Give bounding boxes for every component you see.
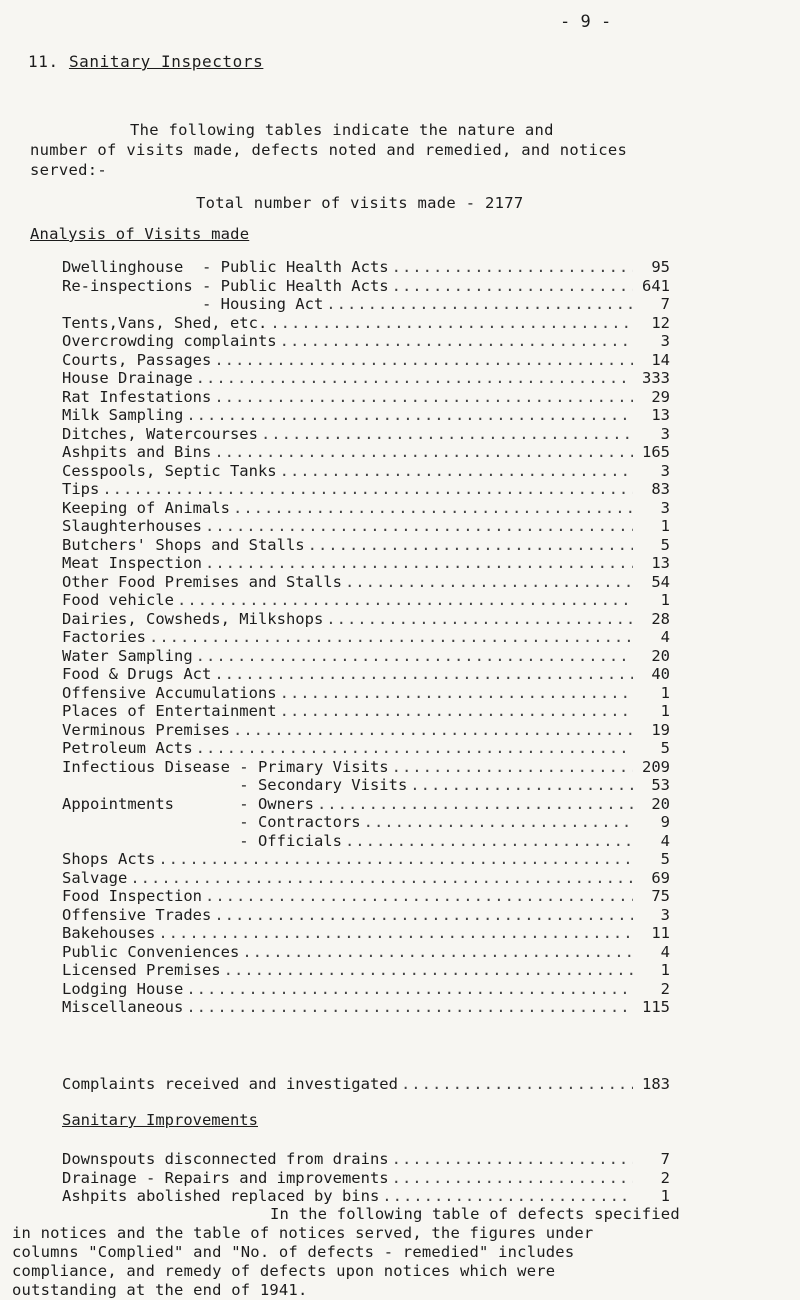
visit-row	[62, 961, 670, 980]
section-heading	[28, 52, 263, 71]
visit-row-label: - Housing Act	[62, 295, 324, 313]
page-number: - 9 -	[560, 12, 612, 32]
visit-row-label: Courts, Passages	[62, 350, 212, 369]
visit-row	[62, 832, 670, 851]
visit-row	[62, 554, 670, 573]
visit-row	[62, 480, 670, 499]
visit-row	[62, 887, 670, 906]
visit-row-label: - Officials	[62, 831, 342, 850]
intro-line: The following tables indicate the nature and	[130, 121, 554, 139]
visit-row-label: Slaughterhouses	[62, 517, 202, 535]
visit-row	[62, 388, 670, 407]
visit-row-value: 3	[660, 498, 670, 517]
visit-row-value: 5	[660, 739, 670, 757]
visit-row-value: 75	[651, 887, 670, 905]
visit-row-value: 12	[651, 313, 670, 332]
visit-row-label: Meat Inspection	[62, 554, 202, 572]
visit-row-value: 4	[660, 942, 670, 961]
visit-row	[62, 628, 670, 647]
visit-row-label: Food & Drugs Act	[62, 665, 212, 683]
visit-row	[62, 906, 670, 925]
visit-row-value: 14	[651, 350, 670, 369]
visit-row-label: Places of Entertainment	[62, 702, 277, 720]
note-line: in notices and the table of notices served, the figures under	[12, 1224, 594, 1242]
visit-row-value: 20	[651, 646, 670, 665]
visit-row-label: Offensive Accumulations	[62, 683, 277, 702]
visit-row	[62, 332, 670, 351]
visit-row	[62, 406, 670, 425]
visit-row-value: 20	[651, 794, 670, 813]
visit-row	[62, 425, 670, 444]
complaints-row	[62, 1075, 670, 1094]
visit-row-label: Ashpits and Bins	[62, 443, 212, 461]
visit-row-label: Ditches, Watercourses	[62, 424, 258, 443]
visit-row-value: 40	[651, 665, 670, 683]
improvement-row-value: 2	[660, 1168, 670, 1187]
visit-row	[62, 998, 670, 1017]
visit-row-value: 95	[651, 258, 670, 276]
visit-row-value: 53	[651, 776, 670, 794]
visit-row-label: Factories	[62, 628, 146, 646]
visit-row	[62, 536, 670, 555]
visit-row	[62, 924, 670, 943]
visit-row-value: 3	[660, 905, 670, 924]
improvements-table	[62, 1150, 670, 1206]
visit-row-label: Infectious Disease - Primary Visits	[62, 757, 389, 776]
visit-row-label: Food vehicle	[62, 591, 174, 609]
visit-row	[62, 314, 670, 333]
visit-row-value: 3	[660, 424, 670, 443]
visit-row-value: 641	[642, 276, 670, 295]
visit-row-label: Petroleum Acts	[62, 739, 193, 757]
visit-row-label: Offensive Trades	[62, 905, 212, 924]
improvement-row-label: Drainage - Repairs and improvements	[62, 1168, 389, 1187]
visit-row-label: Salvage	[62, 868, 128, 887]
visit-row	[62, 721, 670, 740]
visit-row-value: 165	[642, 443, 670, 461]
visit-row-label: Appointments - Owners	[62, 794, 314, 813]
visit-row-label: Other Food Premises and Stalls	[62, 572, 342, 591]
visit-row-value: 1	[660, 517, 670, 535]
visit-row-label: Food Inspection	[62, 887, 202, 905]
visit-row	[62, 258, 670, 277]
note-paragraph	[12, 1205, 792, 1300]
visit-row	[62, 499, 670, 518]
visit-row-value: 13	[651, 554, 670, 572]
visit-row-label: Rat Infestations	[62, 387, 212, 406]
visit-row	[62, 702, 670, 721]
visit-row-label: - Secondary Visits	[62, 776, 408, 794]
visit-row	[62, 684, 670, 703]
intro-line: number of visits made, defects noted and remedied, and notices	[30, 141, 628, 159]
visit-row-value: 3	[660, 332, 670, 350]
visit-row	[62, 850, 670, 869]
note-line: outstanding at the end of 1941.	[12, 1281, 308, 1299]
visit-row-label: Keeping of Animals	[62, 498, 230, 517]
visit-row-label: Dairies, Cowsheds, Milkshops	[62, 609, 324, 628]
visit-row-label: Re-inspections - Public Health Acts	[62, 276, 389, 295]
visit-row-value: 5	[660, 535, 670, 554]
visit-row-label: Overcrowding complaints	[62, 332, 277, 350]
note-line: compliance, and remedy of defects upon notices which were	[12, 1262, 556, 1280]
visits-table	[62, 258, 670, 1017]
visit-row	[62, 295, 670, 314]
visit-row-value: 1	[660, 961, 670, 979]
visit-row-value: 11	[651, 924, 670, 942]
improvement-row-value: 1	[660, 1187, 670, 1205]
visit-row-value: 333	[642, 369, 670, 387]
visit-row-value: 7	[660, 295, 670, 313]
visit-row-label: Milk Sampling	[62, 406, 184, 424]
visit-row-value: 19	[651, 720, 670, 739]
visit-row	[62, 980, 670, 999]
visit-row	[62, 869, 670, 888]
visit-row-value: 13	[651, 406, 670, 424]
visit-row-label: - Contractors	[62, 813, 361, 831]
visit-row-label: Licensed Premises	[62, 961, 221, 979]
visit-row-label: Lodging House	[62, 979, 184, 998]
visit-row	[62, 351, 670, 370]
visit-row-value: 9	[660, 813, 670, 831]
section-number: 11.	[28, 52, 59, 71]
visit-row-value: 3	[660, 461, 670, 480]
improvement-row-value: 7	[660, 1150, 670, 1168]
visit-row-label: Bakehouses	[62, 924, 156, 942]
visit-row-label: Cesspools, Septic Tanks	[62, 461, 277, 480]
visit-row-label: Miscellaneous	[62, 998, 184, 1016]
complaints-label: Complaints received and investigated	[62, 1075, 398, 1093]
visit-row-value: 1	[660, 591, 670, 609]
visit-row-value: 28	[651, 609, 670, 628]
visit-row-value: 54	[651, 572, 670, 591]
visit-row	[62, 610, 670, 629]
visit-row	[62, 758, 670, 777]
improvement-row	[62, 1187, 670, 1206]
analysis-heading: Analysis of Visits made	[30, 225, 250, 243]
visit-row-value: 2	[660, 979, 670, 998]
note-line: columns "Complied" and "No. of defects - remedied" includes	[12, 1243, 575, 1261]
visit-row	[62, 591, 670, 610]
note-line: In the following table of defects specified	[270, 1205, 680, 1223]
visit-row	[62, 739, 670, 758]
visit-row-label: Shops Acts	[62, 850, 156, 868]
improvement-row	[62, 1150, 670, 1169]
visit-row	[62, 573, 670, 592]
visit-row-label: Water Sampling	[62, 646, 193, 665]
visit-row	[62, 795, 670, 814]
improvement-row-label: Ashpits abolished replaced by bins	[62, 1187, 380, 1205]
visit-row	[62, 369, 670, 388]
visit-row	[62, 943, 670, 962]
improvement-row-label: Downspouts disconnected from drains	[62, 1150, 389, 1168]
visit-row-label: Public Conveniences	[62, 942, 240, 961]
visit-row	[62, 517, 670, 536]
visit-row-label: Tips	[62, 480, 100, 498]
visit-row-value: 4	[660, 831, 670, 850]
visit-row-value: 69	[651, 868, 670, 887]
visit-row	[62, 813, 670, 832]
visit-row-value: 29	[651, 387, 670, 406]
visit-row-value: 1	[660, 702, 670, 720]
visit-row-value: 4	[660, 628, 670, 646]
sanitary-improvements-heading: Sanitary Improvements	[62, 1111, 258, 1129]
visit-row-label: House Drainage	[62, 369, 193, 387]
visit-row	[62, 443, 670, 462]
visit-row-value: 5	[660, 850, 670, 868]
section-title: Sanitary Inspectors	[68, 52, 264, 71]
visit-row-value: 209	[642, 757, 670, 776]
visit-row-value: 83	[651, 480, 670, 498]
intro-paragraph	[30, 120, 790, 180]
visit-row-label: Verminous Premises	[62, 720, 230, 739]
improvement-row	[62, 1169, 670, 1188]
visit-row-label: Tents,Vans, Shed, etc.	[62, 313, 268, 332]
visit-row-label: Dwellinghouse - Public Health Acts	[62, 258, 389, 276]
visit-row-value: 1	[660, 683, 670, 702]
visit-row-label: Butchers' Shops and Stalls	[62, 535, 305, 554]
complaints-value: 183	[642, 1075, 670, 1093]
visit-row	[62, 647, 670, 666]
visit-row-value: 115	[642, 998, 670, 1016]
visit-row	[62, 776, 670, 795]
visit-row	[62, 665, 670, 684]
intro-line: served:-	[30, 161, 108, 179]
visit-row	[62, 277, 670, 296]
visit-row	[62, 462, 670, 481]
total-visits: Total number of visits made - 2177	[196, 194, 524, 212]
